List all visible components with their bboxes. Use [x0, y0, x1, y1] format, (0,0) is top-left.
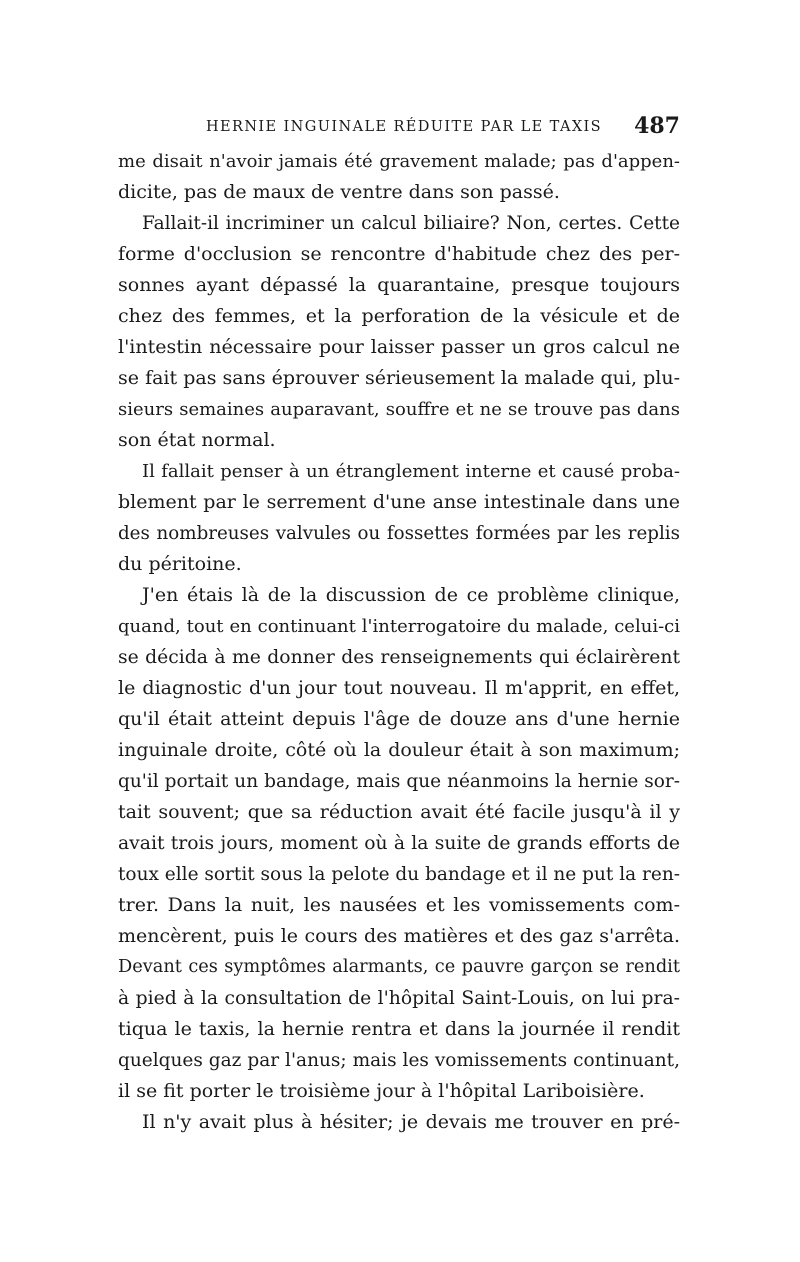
- text-line: se décida à me donner des renseignements qui éclairèrent: [118, 647, 680, 668]
- text-line: son état normal.: [118, 429, 276, 451]
- text-line: quand, tout en continuant l'interrogatoire du malade, celui-ci: [118, 616, 680, 637]
- text-line: chez des femmes, et la perforation de la vésicule et de: [118, 305, 680, 327]
- text-line: qu'il était atteint depuis l'âge de douze ans d'une hernie: [118, 708, 680, 730]
- text-line: Devant ces symptômes alarmants, ce pauvre garçon se rendit: [118, 957, 680, 977]
- text-line: tiqua le taxis, la hernie rentra et dans la journée il rendit: [118, 1018, 680, 1040]
- text-line: le diagnostic d'un jour tout nouveau. Il m'apprit, en effet,: [118, 677, 680, 699]
- body-text: [118, 146, 680, 1138]
- text-line: dicite, pas de maux de ventre dans son passé.: [118, 181, 560, 203]
- page-number: 487: [634, 113, 680, 139]
- text-line: inguinale droite, côté où la douleur était à son maximum;: [118, 739, 680, 761]
- text-line: trer. Dans la nuit, les nausées et les vomissements com-: [118, 894, 680, 916]
- text-line: sonnes ayant dépassé la quarantaine, presque toujours: [118, 274, 680, 296]
- text-line: il se fit porter le troisième jour à l'hôpital Lariboisière.: [118, 1080, 645, 1102]
- running-header: [118, 113, 680, 143]
- text-line: se fait pas sans éprouver sérieusement la malade qui, plu-: [118, 367, 680, 389]
- text-line: Il fallait penser à un étranglement interne et causé proba-: [142, 461, 680, 482]
- text-line: mencèrent, puis le cours des matières et des gaz s'arrêta.: [118, 925, 680, 947]
- running-title: HERNIE INGUINALE RÉDUITE PAR LE TAXIS: [206, 119, 603, 135]
- text-line: forme d'occlusion se rencontre d'habitude chez des per-: [118, 243, 680, 265]
- text-line: Il n'y avait plus à hésiter; je devais me trouver en pré-: [142, 1111, 680, 1133]
- text-line: quelques gaz par l'anus; mais les vomissements continuant,: [118, 1050, 680, 1071]
- text-line: me disait n'avoir jamais été gravement malade; pas d'appen-: [118, 151, 680, 172]
- text-line: toux elle sortit sous la pelote du bandage et il ne put la ren-: [118, 864, 680, 885]
- text-line: Fallait-il incriminer un calcul biliaire? Non, certes. Cette: [142, 213, 680, 234]
- text-line: blement par le serrement d'une anse intestinale dans une: [118, 491, 680, 513]
- text-line: du péritoine.: [118, 553, 242, 575]
- text-line: qu'il portait un bandage, mais que néanmoins la hernie sor-: [118, 771, 680, 792]
- text-line: J'en étais là de la discussion de ce problème clinique,: [142, 584, 680, 606]
- text-line: à pied à la consultation de l'hôpital Saint-Louis, on lui pra-: [118, 988, 680, 1009]
- text-line: tait souvent; que sa réduction avait été facile jusqu'à il y: [118, 801, 680, 823]
- text-line: l'intestin nécessaire pour laisser passer un gros calcul ne: [118, 336, 680, 358]
- text-line: avait trois jours, moment où à la suite de grands efforts de: [118, 833, 680, 854]
- text-line: des nombreuses valvules ou fossettes formées par les replis: [118, 523, 680, 544]
- text-line: sieurs semaines auparavant, souffre et ne se trouve pas dans: [118, 399, 680, 420]
